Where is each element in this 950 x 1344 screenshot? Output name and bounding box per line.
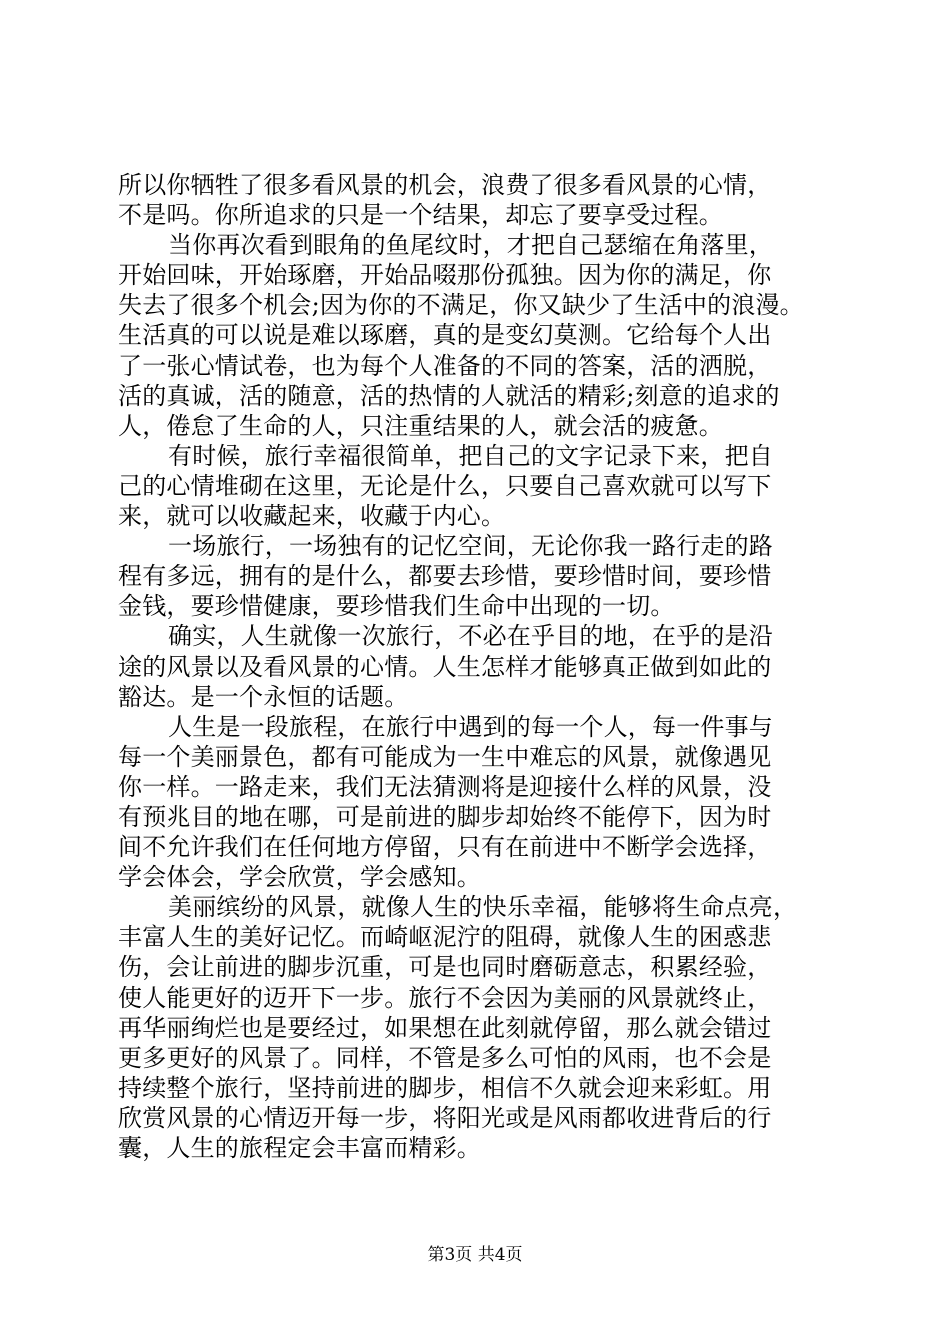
text-line: 人，倦怠了生命的人，只注重结果的人，就会活的疲惫。 — [118, 411, 723, 440]
text-line: 欣赏风景的心情迈开每一步，将阳光或是风雨都收进背后的行 — [118, 1103, 772, 1132]
text-line: 再华丽绚烂也是要经过，如果想在此刻就停留，那么就会错过 — [118, 1013, 772, 1042]
text-line: 间不允许我们在任何地方停留，只有在前进中不断学会选择， — [118, 833, 772, 862]
text-line: 学会体会，学会欣赏，学会感知。 — [118, 863, 481, 892]
text-line: 更多更好的风景了。同样，不管是多么可怕的风雨，也不会是 — [118, 1043, 772, 1072]
paragraph-start-line: 人生是一段旅程，在旅行中遇到的每一个人，每一件事与 — [168, 712, 773, 741]
page-number-footer: 第3页 共4页 — [427, 1245, 523, 1265]
text-line: 不是吗。你所追求的只是一个结果，却忘了要享受过程。 — [118, 201, 723, 230]
paragraph-start-line: 有时候，旅行幸福很简单，把自己的文字记录下来，把自 — [168, 441, 773, 470]
paragraph-start-line: 确实，人生就像一次旅行，不必在乎目的地，在乎的是沿 — [168, 622, 773, 651]
text-line: 开始回味，开始琢磨，开始品啜那份孤独。因为你的满足，你 — [118, 261, 772, 290]
document-body — [118, 170, 838, 1163]
text-line: 你一样。一路走来，我们无法猜测将是迎接什么样的风景，没 — [118, 772, 772, 801]
text-line: 己的心情堆砌在这里，无论是什么，只要自己喜欢就可以写下 — [118, 471, 772, 500]
text-line: 途的风景以及看风景的心情。人生怎样才能够真正做到如此的 — [118, 652, 772, 681]
text-line: 有预兆目的地在哪，可是前进的脚步却始终不能停下，因为时 — [118, 802, 772, 831]
text-line: 所以你牺牲了很多看风景的机会，浪费了很多看风景的心情， — [118, 171, 772, 199]
text-line: 活的真诚，活的随意，活的热情的人就活的精彩;刻意的追求的 — [118, 381, 780, 410]
text-line: 持续整个旅行，坚持前进的脚步，相信不久就会迎来彩虹。用 — [118, 1073, 772, 1102]
text-line: 程有多远，拥有的是什么，都要去珍惜，要珍惜时间，要珍惜 — [118, 562, 772, 591]
paragraph-start-line: 当你再次看到眼角的鱼尾纹时，才把自己瑟缩在角落里， — [168, 231, 773, 260]
text-line: 使人能更好的迈开下一步。旅行不会因为美丽的风景就终止， — [118, 983, 772, 1012]
text-line: 囊，人生的旅程定会丰富而精彩。 — [118, 1134, 481, 1162]
paragraph-start-line: 美丽缤纷的风景，就像人生的快乐幸福，能够将生命点亮， — [168, 893, 798, 922]
text-line: 失去了很多个机会;因为你的不满足，你又缺少了生活中的浪漫。 — [118, 291, 804, 320]
text-line: 丰富人生的美好记忆。而崎岖泥泞的阻碍，就像人生的困惑悲 — [118, 923, 772, 952]
text-line: 金钱，要珍惜健康，要珍惜我们生命中出现的一切。 — [118, 592, 675, 621]
text-line: 每一个美丽景色，都有可能成为一生中难忘的风景，就像遇见 — [118, 742, 772, 771]
text-line: 了一张心情试卷，也为每个人准备的不同的答案，活的洒脱， — [118, 351, 772, 380]
text-line: 生活真的可以说是难以琢磨，真的是变幻莫测。它给每个人出 — [118, 321, 772, 350]
text-line: 来，就可以收藏起来，收藏于内心。 — [118, 502, 506, 531]
paragraph-start-line: 一场旅行，一场独有的记忆空间，无论你我一路行走的路 — [168, 532, 773, 561]
text-line: 伤，会让前进的脚步沉重，可是也同时磨砺意志，积累经验， — [118, 953, 772, 982]
text-line: 豁达。是一个永恒的话题。 — [118, 682, 409, 711]
